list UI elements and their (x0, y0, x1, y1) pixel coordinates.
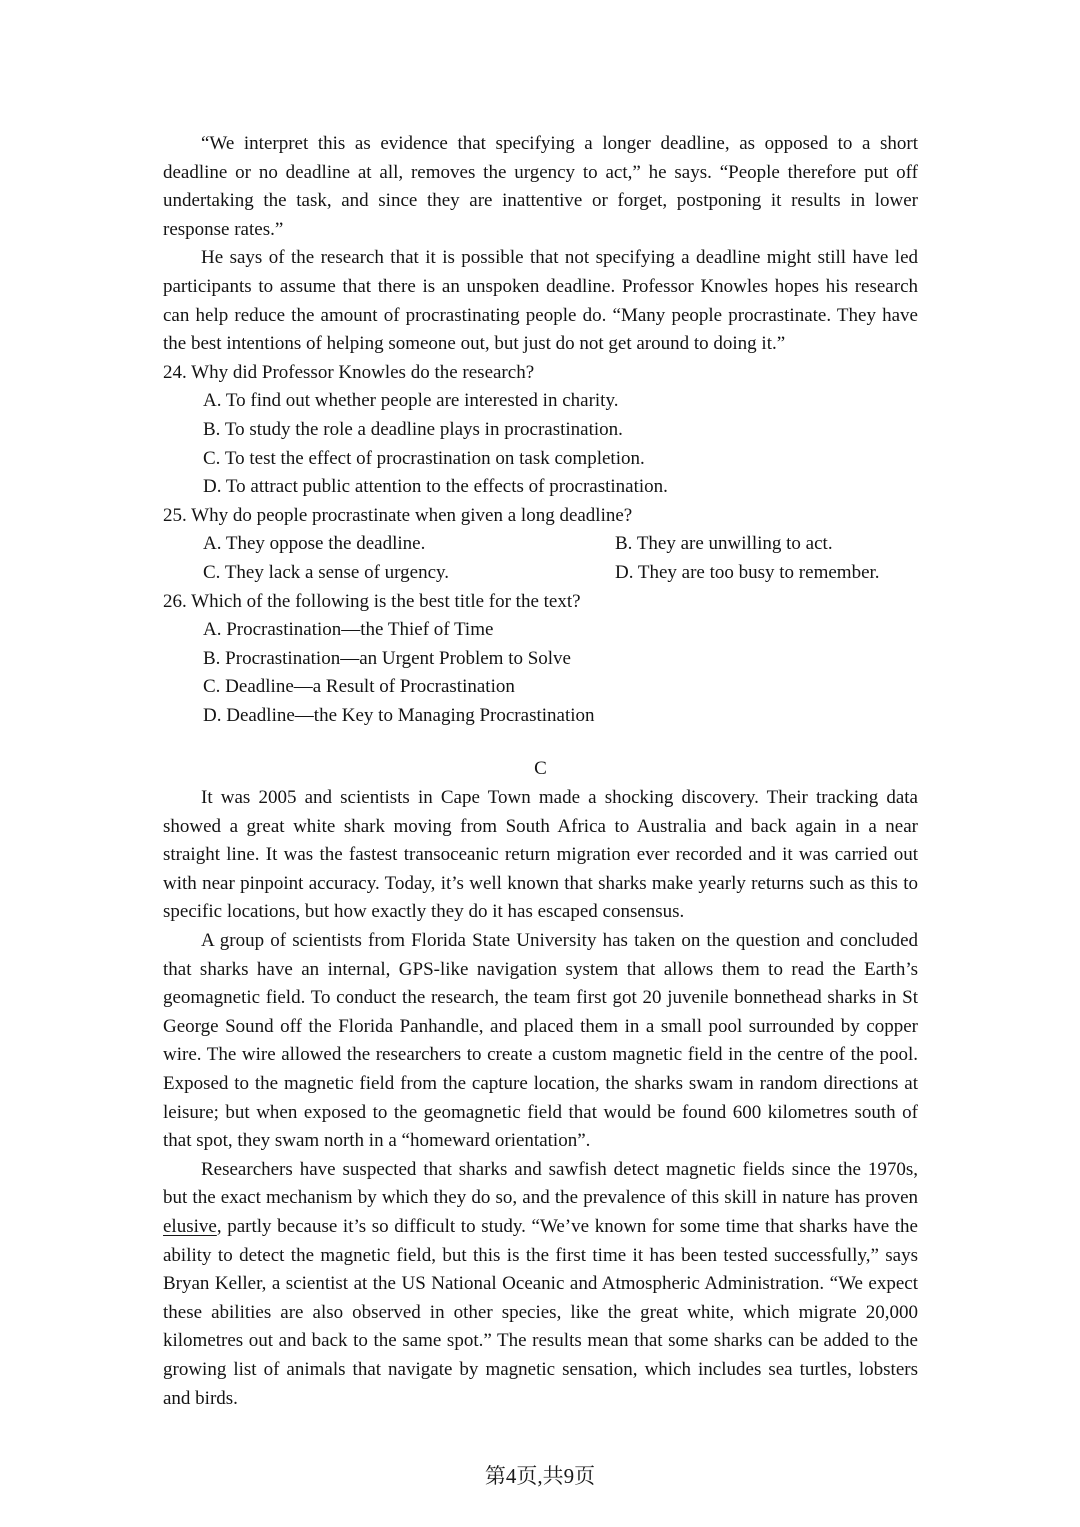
question-24-option-b: B. To study the role a deadline plays in procrastination. (203, 418, 623, 440)
question-26-stem (163, 588, 918, 617)
question-25-number: 25. (163, 504, 187, 526)
page-footer: 第4页,共9页 (484, 1464, 596, 1488)
question-26-text: Which of the following is the best title for the text? (191, 590, 581, 612)
question-24-option-c: C. To test the effect of procrastination on task completion. (203, 447, 645, 469)
question-26-option-b: B. Procrastination—an Urgent Problem to Solve (203, 647, 571, 669)
question-25-options (203, 530, 918, 587)
question-24-option-a: A. To find out whether people are interested in charity. (203, 390, 619, 412)
question-25-option-a: A. They oppose the deadline. (203, 533, 426, 555)
question-26-option-a: A. Procrastination—the Thief of Time (203, 619, 494, 641)
question-25-option-d: D. They are too busy to remember. (615, 561, 880, 583)
passage-c-paragraph-3-before: Researchers have suspected that sharks and sawfish detect magnetic fields since the 1970s, but the exact mechanism by which they do so, and the prevalence of this skill in nature has proven (163, 1158, 918, 1209)
question-24-number: 24. (163, 361, 187, 383)
passage-c-paragraph-1: It was 2005 and scientists in Cape Town made a shocking discovery. Their tracking data showed a great white shark moving from South Africa to Australia and back again in a near straight line. It was the fastest transoceanic return migration ever recorded and it was carried out with near pinpoint accuracy. Today, it’s well known that sharks make yearly returns such as this to specific locations, but how exactly they do it has escaped consensus. (163, 787, 918, 923)
question-26-number: 26. (163, 590, 187, 612)
question-24-stem (163, 359, 918, 388)
question-24-option-d: D. To attract public attention to the effects of procrastination. (203, 476, 668, 498)
question-24 (163, 359, 918, 502)
passage-b-paragraph-1: “We interpret this as evidence that specifying a longer deadline, as opposed to a short deadline or no deadline at all, removes the urgency to act,” he says. “People therefore put off undertaking the task, and since they are inattentive or forget, postponing it results in lower response rates.” (163, 133, 918, 240)
section-c-heading: C (534, 758, 547, 780)
underlined-word-elusive: elusive (163, 1215, 217, 1237)
question-25 (163, 502, 918, 588)
passage-c-paragraph-2: A group of scientists from Florida State University has taken on the question and concluded that sharks have an internal, GPS-like navigation system that allows them to read the Earth’s geomagnetic field. To conduct the research, the team first got 20 juvenile bonnethead sharks in St George Sound off the Florida Panhandle, and placed them in a small pool surrounded by copper wire. The wire allowed the researchers to create a custom magnetic field in the centre of the pool. Exposed to the magnetic field from the capture location, the sharks swam in random directions at leisure; but when exposed to the geomagnetic field that would be found 600 kilometres south of that spot, they swam north in a “homeward orientation”. (163, 930, 918, 1152)
question-26-option-c: C. Deadline—a Result of Procrastination (203, 676, 515, 698)
question-25-option-b: B. They are unwilling to act. (615, 533, 833, 555)
question-26 (163, 588, 918, 731)
page-content (163, 130, 918, 1413)
question-26-option-d: D. Deadline—the Key to Managing Procrastination (203, 704, 595, 726)
question-24-text: Why did Professor Knowles do the research? (191, 361, 535, 383)
question-25-option-c: C. They lack a sense of urgency. (203, 561, 450, 583)
passage-b-paragraph-2: He says of the research that it is possible that not specifying a deadline might still have led participants to assume that there is an unspoken deadline. Professor Knowles hopes his research can help reduce the amount of procrastinating people do. “Many people procrastinate. They have the best intentions of helping someone out, but just do not get around to doing it.” (163, 247, 918, 355)
question-25-text: Why do people procrastinate when given a long deadline? (191, 504, 633, 526)
passage-c-paragraph-3-after: , partly because it’s so difficult to study. “We’ve known for some time that sharks have the ability to detect the magnetic field, but this is the first time it has been tested successfully,” says Bryan Keller, a scientist at the US National Oceanic and Atmospheric Administration. “We expect these abilities are also observed in other species, like the great white, which migrate 20,000 kilometres out and back to the same spot.” The results mean that some sharks can be added to the growing list of animals that navigate by magnetic sensation, which includes sea turtles, lobsters and birds. (163, 1215, 918, 1409)
question-25-stem (163, 502, 918, 531)
passage-c-paragraph-3 (163, 1156, 918, 1413)
